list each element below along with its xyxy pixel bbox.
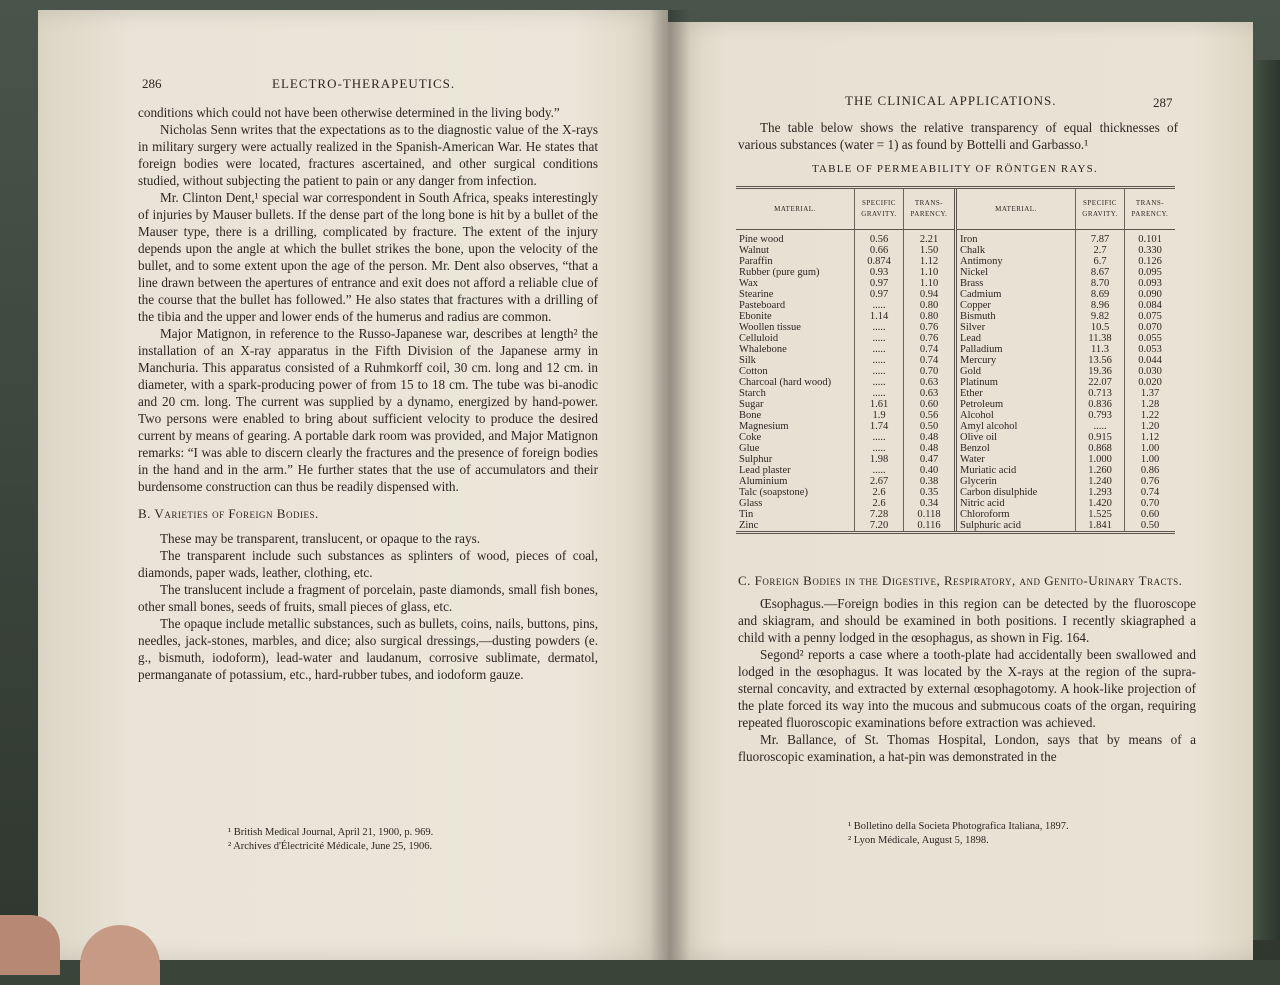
- cell-transparency: 1.12: [904, 256, 956, 267]
- cell-material-2: Sulphuric acid: [956, 520, 1076, 531]
- cell-transparency: 0.76: [904, 333, 956, 344]
- cell-specific-gravity: 1.9: [855, 410, 904, 421]
- cell-specific-gravity-2: 8.69: [1076, 289, 1125, 300]
- right-page-number: 287: [1153, 95, 1173, 110]
- cell-transparency: 0.116: [904, 520, 956, 531]
- cell-transparency: 0.48: [904, 443, 956, 454]
- cell-material: Celluloid: [739, 333, 779, 344]
- left-page-number: 286: [142, 76, 162, 91]
- cell-transparency-2: 0.126: [1125, 256, 1176, 267]
- cell-material-2: Carbon disulphide: [956, 487, 1076, 498]
- cell-material: Wax: [739, 278, 758, 289]
- table-row: [736, 520, 1175, 531]
- table-row: [736, 344, 1175, 355]
- cell-material-2: Bismuth: [956, 311, 1076, 322]
- cell-material: Walnut: [739, 245, 770, 256]
- cell-material: Pasteboard: [739, 300, 786, 311]
- cell-specific-gravity-2: 13.56: [1076, 355, 1125, 366]
- cell-material-2: Water: [956, 454, 1076, 465]
- left-running-head: ELECTRO-THERAPEUTICS.: [272, 76, 456, 91]
- header-transparency: TRANS-PARENCY.: [904, 189, 956, 230]
- cell-transparency: 0.34: [904, 498, 956, 509]
- cell-transparency-2: 0.030: [1125, 366, 1176, 377]
- cell-transparency-2: 0.330: [1125, 245, 1176, 256]
- table-row: [736, 432, 1175, 443]
- cell-transparency: 0.70: [904, 366, 956, 377]
- cell-transparency-2: 0.101: [1125, 230, 1176, 246]
- book-gutter-shadow: [650, 10, 690, 960]
- table-row: [736, 388, 1175, 399]
- cell-material-2: Gold: [956, 366, 1076, 377]
- cell-material-2: Lead: [956, 333, 1076, 344]
- cell-specific-gravity-2: 1.420: [1076, 498, 1125, 509]
- cell-specific-gravity: .....: [855, 333, 904, 344]
- cell-transparency: 0.50: [904, 421, 956, 432]
- right-running-head: THE CLINICAL APPLICATIONS.: [845, 93, 1057, 108]
- cell-transparency-2: 0.50: [1125, 520, 1176, 531]
- section-heading-b: B. Varieties of Foreign Bodies.: [138, 506, 319, 521]
- cell-material: Ebonite: [739, 311, 772, 322]
- cell-material: Glue: [739, 443, 760, 454]
- cell-specific-gravity-2: 11.3: [1076, 344, 1125, 355]
- cell-transparency-2: 0.090: [1125, 289, 1176, 300]
- header-material-2: MATERIAL.: [956, 189, 1076, 230]
- cell-transparency: 0.76: [904, 322, 956, 333]
- cell-material: Glass: [739, 498, 763, 509]
- cell-transparency: 0.118: [904, 509, 956, 520]
- cell-specific-gravity-2: 6.7: [1076, 256, 1125, 267]
- cell-specific-gravity: 2.6: [855, 498, 904, 509]
- cell-material-2: Ether: [956, 388, 1076, 399]
- cell-specific-gravity: 1.14: [855, 311, 904, 322]
- cell-transparency-2: 1.28: [1125, 399, 1176, 410]
- footnote: ¹ British Medical Journal, April 21, 1900, p. 969.: [228, 827, 434, 838]
- cell-transparency: 0.38: [904, 476, 956, 487]
- cell-transparency-2: 1.12: [1125, 432, 1176, 443]
- cell-transparency: 0.80: [904, 311, 956, 322]
- cell-material-2: Benzol: [956, 443, 1076, 454]
- cell-specific-gravity-2: 0.915: [1076, 432, 1125, 443]
- table-row: [736, 443, 1175, 454]
- cell-material: Zinc: [739, 520, 759, 531]
- cell-transparency: 0.80: [904, 300, 956, 311]
- permeability-table: [736, 186, 1175, 534]
- cell-transparency: 1.10: [904, 267, 956, 278]
- hand-finger: [0, 915, 60, 975]
- table-row: [736, 311, 1175, 322]
- cell-specific-gravity: 2.67: [855, 476, 904, 487]
- cell-specific-gravity: 0.97: [855, 289, 904, 300]
- cell-specific-gravity-2: 0.868: [1076, 443, 1125, 454]
- cell-material: Bone: [739, 410, 762, 421]
- cell-specific-gravity-2: 0.793: [1076, 410, 1125, 421]
- table-title: TABLE OF PERMEABILITY OF RÖNTGEN RAYS.: [812, 163, 1098, 175]
- cell-material-2: Nickel: [956, 267, 1076, 278]
- cell-specific-gravity: 1.61: [855, 399, 904, 410]
- cell-transparency: 0.35: [904, 487, 956, 498]
- cell-specific-gravity-2: 1.841: [1076, 520, 1125, 531]
- table-row: [736, 230, 1175, 246]
- cell-material-2: Iron: [956, 230, 1076, 246]
- right-body-text: [738, 572, 1196, 765]
- cell-specific-gravity: 7.20: [855, 520, 904, 531]
- table-row: [736, 333, 1175, 344]
- cell-material: Sulphur: [739, 454, 773, 465]
- cell-transparency: 0.40: [904, 465, 956, 476]
- cell-material-2: Palladium: [956, 344, 1076, 355]
- cell-material: Aluminium: [739, 476, 788, 487]
- cell-material-2: Silver: [956, 322, 1076, 333]
- cell-specific-gravity-2: 1.260: [1076, 465, 1125, 476]
- cell-transparency-2: 0.095: [1125, 267, 1176, 278]
- cell-specific-gravity: 1.74: [855, 421, 904, 432]
- cell-material: Starch: [739, 388, 766, 399]
- cell-transparency-2: 0.070: [1125, 322, 1176, 333]
- cell-material-2: Copper: [956, 300, 1076, 311]
- cell-transparency: 0.74: [904, 355, 956, 366]
- cell-material: Rubber (pure gum): [739, 267, 820, 278]
- cell-specific-gravity: .....: [855, 344, 904, 355]
- cell-specific-gravity-2: 0.836: [1076, 399, 1125, 410]
- cell-specific-gravity: .....: [855, 300, 904, 311]
- cell-specific-gravity-2: 8.96: [1076, 300, 1125, 311]
- cell-specific-gravity: 0.874: [855, 256, 904, 267]
- cell-transparency-2: 1.00: [1125, 443, 1176, 454]
- cell-material-2: Petroleum: [956, 399, 1076, 410]
- cell-transparency: 0.94: [904, 289, 956, 300]
- table-intro: [738, 119, 1178, 153]
- cell-specific-gravity-2: 0.713: [1076, 388, 1125, 399]
- cell-specific-gravity-2: 1.293: [1076, 487, 1125, 498]
- table-row: [736, 465, 1175, 476]
- cell-transparency-2: 0.084: [1125, 300, 1176, 311]
- table-body: [736, 230, 1175, 532]
- cell-material: Paraffin: [739, 256, 773, 267]
- table-row: [736, 454, 1175, 465]
- table-row: [736, 289, 1175, 300]
- cell-transparency-2: 0.74: [1125, 487, 1176, 498]
- section-heading-c: C. Foreign Bodies in the Digestive, Respiratory, and Genito-Urinary Tracts.: [738, 573, 1183, 588]
- cell-material-2: Chalk: [956, 245, 1076, 256]
- cell-transparency-2: 0.76: [1125, 476, 1176, 487]
- cell-specific-gravity-2: 11.38: [1076, 333, 1125, 344]
- paragraph: Nicholas Senn writes that the expectations as to the diagnostic value of the X-rays in military surgery were actually realized in the Spanish-American War. He states that foreign bodies were located, fractures ascertained, and other surgical conditions studied, without subjecting the patient to pain or any danger from infection.: [138, 122, 598, 188]
- cell-transparency-2: 0.020: [1125, 377, 1176, 388]
- cell-specific-gravity-2: .....: [1076, 421, 1125, 432]
- paragraph: Mr. Ballance, of St. Thomas Hospital, London, says that by means of a fluoroscopic examination, a hat-pin was demonstrated in the: [738, 732, 1196, 764]
- paragraph: Segond² reports a case where a tooth-plate had accidentally been swallowed and lodged in the œsophagus. It was located by the X-rays at the region of the supra-sternal concavity, and extracted by external œsophagotomy. A hook-like projection of the plate forced its way into the mucous and submucous coats of the organ, requiring repeated fluoroscopic examinations before extraction was achieved.: [738, 647, 1196, 730]
- cell-transparency: 0.63: [904, 377, 956, 388]
- table-row: [736, 267, 1175, 278]
- cell-transparency-2: 1.37: [1125, 388, 1176, 399]
- cell-material-2: Mercury: [956, 355, 1076, 366]
- cell-specific-gravity: 7.28: [855, 509, 904, 520]
- cell-specific-gravity: 2.6: [855, 487, 904, 498]
- table-row: [736, 487, 1175, 498]
- cell-transparency-2: 0.60: [1125, 509, 1176, 520]
- cell-material: Tin: [739, 509, 754, 520]
- cell-specific-gravity: .....: [855, 465, 904, 476]
- cell-transparency: 0.63: [904, 388, 956, 399]
- cell-material: Pine wood: [739, 234, 784, 245]
- paragraph: Mr. Clinton Dent,¹ special war correspondent in South Africa, speaks interestingly of injuries by Mauser bullets. If the dense part of the long bone is hit by a bullet of the Mauser type, there is a drilling, complicated by fracture. The extent of the injury depends upon the angle at which the bullet strikes the bone, upon the velocity of the bullet, and to some extent upon the age of the person. Mr. Dent also observes, “that a line drawn between the apertures of entrance and exit does not afford a reliable clue of the course that the bullet has followed.” He also states that fractures with a drilling of the tibia and the upper and lower ends of the humerus and radius are common.: [138, 190, 598, 324]
- cell-specific-gravity: .....: [855, 443, 904, 454]
- table-row: [736, 256, 1175, 267]
- cell-specific-gravity: .....: [855, 355, 904, 366]
- table-row: [736, 322, 1175, 333]
- paragraph: These may be transparent, translucent, or opaque to the rays.: [160, 531, 481, 546]
- cell-specific-gravity-2: 7.87: [1076, 230, 1125, 246]
- header-transparency-2: TRANS-PARENCY.: [1125, 189, 1176, 230]
- left-body-text: [138, 104, 598, 683]
- cell-specific-gravity-2: 2.7: [1076, 245, 1125, 256]
- cell-transparency: 1.50: [904, 245, 956, 256]
- cell-material: Coke: [739, 432, 762, 443]
- cell-material: Stearine: [739, 289, 774, 300]
- table-row: [736, 399, 1175, 410]
- cell-material-2: Brass: [956, 278, 1076, 289]
- paragraph: The opaque include metallic substances, such as bullets, coins, nails, buttons, pins, needles, jack-stones, marbles, and dice; also surgical dressings,—dusting powders (e. g., bismuth, iodoform), lead-water and laudanum, corrosive sublimate, dermatol, permanganate of potassium, etc., hard-rubber tubes, and iodoform gauze.: [138, 616, 598, 682]
- cell-specific-gravity-2: 1.000: [1076, 454, 1125, 465]
- cell-transparency: 0.56: [904, 410, 956, 421]
- cell-transparency-2: 0.055: [1125, 333, 1176, 344]
- cell-transparency: 0.47: [904, 454, 956, 465]
- cell-transparency-2: 0.70: [1125, 498, 1176, 509]
- header-specific-gravity-2: SPECIFIC GRAVITY.: [1076, 189, 1125, 230]
- cell-material-2: Antimony: [956, 256, 1076, 267]
- cell-material-2: Chloroform: [956, 509, 1076, 520]
- cell-transparency-2: 1.20: [1125, 421, 1176, 432]
- table-row: [736, 377, 1175, 388]
- cell-specific-gravity: .....: [855, 388, 904, 399]
- cell-transparency-2: 0.044: [1125, 355, 1176, 366]
- cell-transparency: 1.10: [904, 278, 956, 289]
- table-row: [736, 245, 1175, 256]
- cell-material-2: Muriatic acid: [956, 465, 1076, 476]
- footnote: ² Lyon Médicale, August 5, 1898.: [848, 835, 989, 846]
- right-footnotes: [848, 820, 1178, 848]
- cell-transparency-2: 0.093: [1125, 278, 1176, 289]
- cell-specific-gravity-2: 1.525: [1076, 509, 1125, 520]
- cell-transparency-2: 0.053: [1125, 344, 1176, 355]
- cell-material: Talc (soapstone): [739, 487, 808, 498]
- table-row: [736, 300, 1175, 311]
- table-row: [736, 509, 1175, 520]
- paragraph: Major Matignon, in reference to the Russo-Japanese war, describes at length² the installation of an X-ray apparatus in the Fifth Division of the Japanese army in Manchuria. This apparatus consisted of a Ruhmkorff coil, 30 cm. long and 12 cm. in diameter, with a spark-producing power of from 15 to 18 cm. The tube was bi-anodic and 20 cm. long. The current was supplied by a dynamo, energized by hand-power. Two persons were enabled to bring about sufficient velocity to produce the desired current by means of gearing. A portable dark room was provided, and Major Matignon remarks: “I was able to discern clearly the fractures and the presence of foreign bodies in the hand and in the arm.” He further states that the use of accumulators and their burdensome construction can thus be readily dispensed with.: [138, 326, 598, 494]
- paragraph: The translucent include a fragment of porcelain, paste diamonds, small fish bones, other small bones, seeds of fruits, small pieces of glass, etc.: [138, 582, 598, 614]
- cell-material: Charcoal (hard wood): [739, 377, 832, 388]
- cell-specific-gravity: 0.97: [855, 278, 904, 289]
- table-row: [736, 476, 1175, 487]
- table-row: [736, 410, 1175, 421]
- cell-material-2: Nitric acid: [956, 498, 1076, 509]
- cell-transparency: 0.60: [904, 399, 956, 410]
- paragraph: Œsophagus.—Foreign bodies in this region can be detected by the fluoroscope and skiagram, and should be examined in both positions. I recently skiagraphed a child with a penny lodged in the œsophagus, as shown in Fig. 164.: [738, 596, 1196, 645]
- footnote: ² Archives d'Électricité Médicale, June 25, 1906.: [228, 841, 433, 852]
- table-row: [736, 421, 1175, 432]
- cell-specific-gravity: 0.93: [855, 267, 904, 278]
- cell-transparency-2: 1.22: [1125, 410, 1176, 421]
- cell-material: Silk: [739, 355, 756, 366]
- table-row: [736, 498, 1175, 509]
- table-row: [736, 366, 1175, 377]
- cell-specific-gravity-2: 10.5: [1076, 322, 1125, 333]
- cell-transparency: 0.74: [904, 344, 956, 355]
- cell-specific-gravity-2: 1.240: [1076, 476, 1125, 487]
- cell-material: Lead plaster: [739, 465, 791, 476]
- footnote: ¹ Bolletino della Societa Photografica Italiana, 1897.: [848, 821, 1069, 832]
- cell-material-2: Alcohol: [956, 410, 1076, 421]
- cell-specific-gravity: .....: [855, 322, 904, 333]
- cell-transparency: 0.48: [904, 432, 956, 443]
- left-footnotes: [228, 826, 568, 854]
- cell-specific-gravity-2: 8.70: [1076, 278, 1125, 289]
- paragraph: conditions which could not have been otherwise determined in the living body.”: [138, 105, 560, 120]
- cell-specific-gravity-2: 19.36: [1076, 366, 1125, 377]
- cell-material: Sugar: [739, 399, 764, 410]
- cell-material-2: Glycerin: [956, 476, 1076, 487]
- cell-specific-gravity: .....: [855, 366, 904, 377]
- cell-specific-gravity: 0.56: [855, 230, 904, 246]
- header-material: MATERIAL.: [736, 189, 855, 230]
- header-specific-gravity: SPECIFIC GRAVITY.: [855, 189, 904, 230]
- cell-transparency-2: 0.075: [1125, 311, 1176, 322]
- table-row: [736, 278, 1175, 289]
- paragraph: The transparent include such substances as splinters of wood, pieces of coal, diamonds, paper wads, leather, clothing, etc.: [138, 548, 598, 580]
- cell-material-2: Olive oil: [956, 432, 1076, 443]
- cell-specific-gravity: .....: [855, 432, 904, 443]
- cell-specific-gravity-2: 8.67: [1076, 267, 1125, 278]
- cell-specific-gravity-2: 22.07: [1076, 377, 1125, 388]
- cell-transparency-2: 0.86: [1125, 465, 1176, 476]
- cell-material: Cotton: [739, 366, 768, 377]
- cell-material: Woollen tissue: [739, 322, 801, 333]
- cell-specific-gravity: .....: [855, 377, 904, 388]
- cell-specific-gravity: 1.98: [855, 454, 904, 465]
- cell-specific-gravity-2: 9.82: [1076, 311, 1125, 322]
- cell-specific-gravity: 0.66: [855, 245, 904, 256]
- cell-material-2: Platinum: [956, 377, 1076, 388]
- cell-material-2: Cadmium: [956, 289, 1076, 300]
- cell-material: Whalebone: [739, 344, 787, 355]
- cell-material-2: Amyl alcohol: [956, 421, 1076, 432]
- cell-transparency-2: 1.00: [1125, 454, 1176, 465]
- paragraph: The table below shows the relative transparency of equal thicknesses of various substances (water = 1) as found by Bottelli and Garbasso.¹: [738, 120, 1178, 152]
- table-row: [736, 355, 1175, 366]
- cell-material: Magnesium: [739, 421, 789, 432]
- cell-transparency: 2.21: [904, 230, 956, 246]
